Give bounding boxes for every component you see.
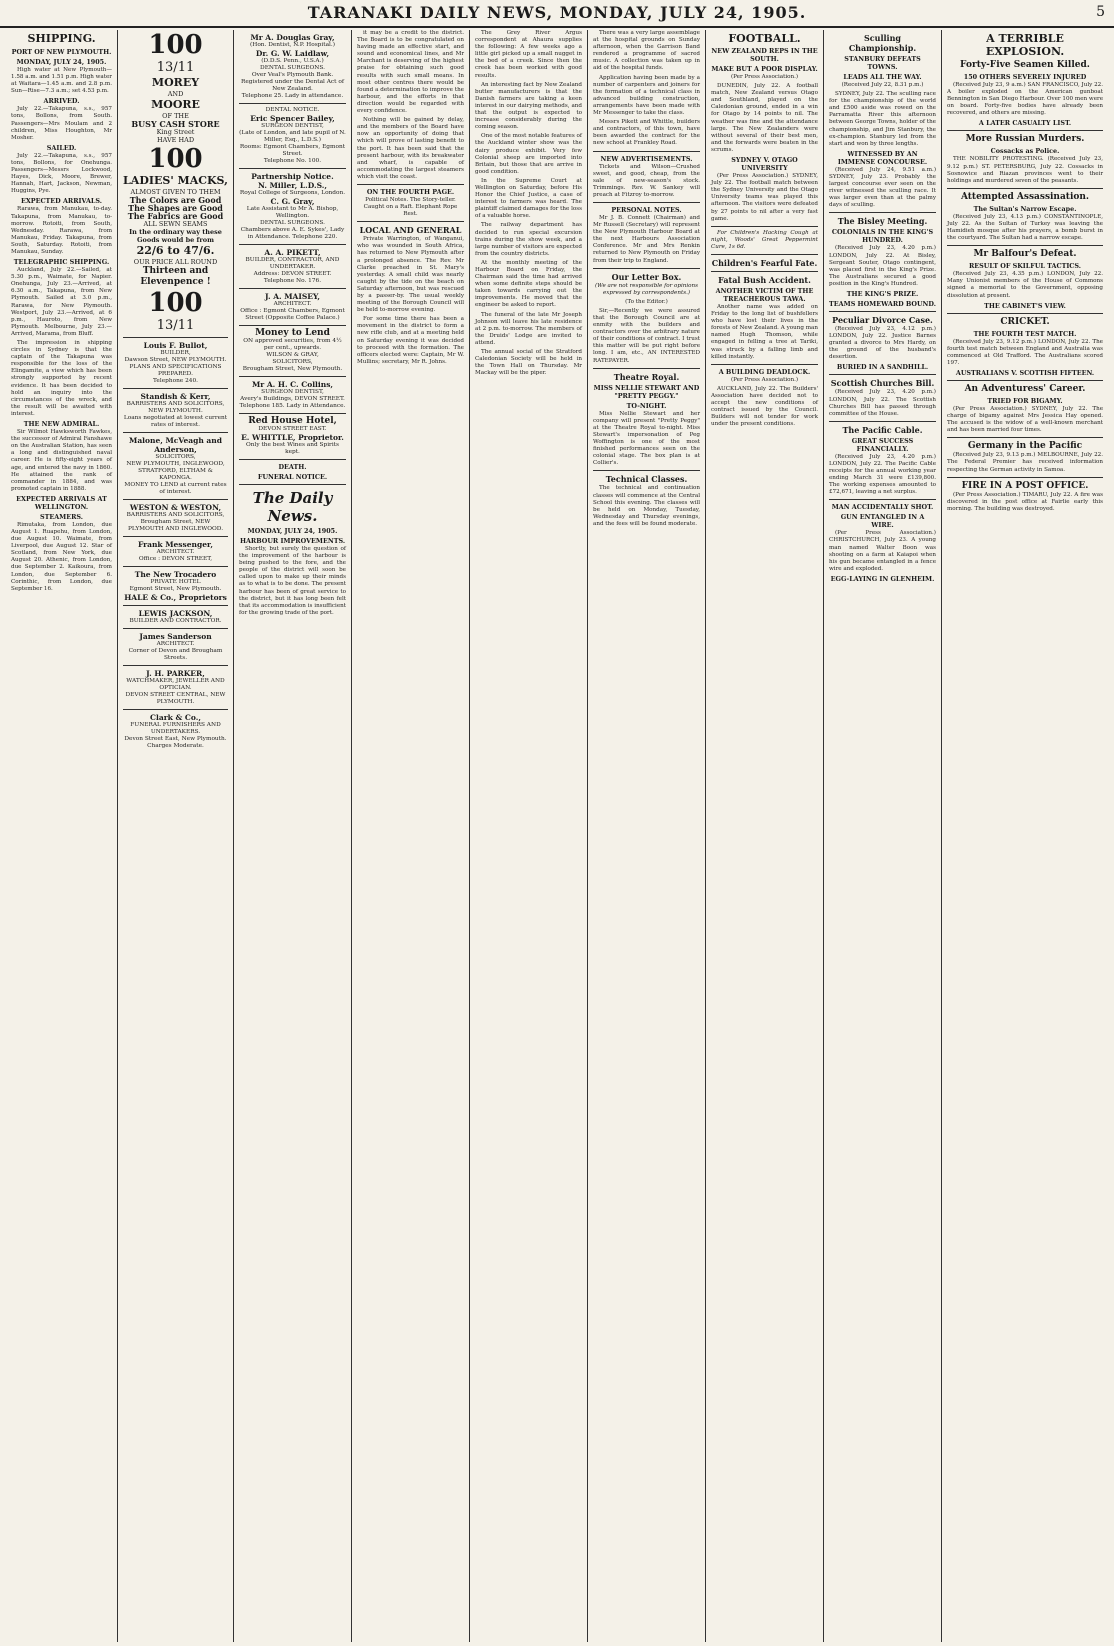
sanderson-address: Corner of Devon and Brougham Streets. (128, 648, 223, 661)
scottish-text: (Received July 23, 4.20 p.m.) LONDON, July 22. The Scottish Churches Bill has passed through committee of the House. (829, 389, 936, 417)
cricket-text: (Received July 23, 9.12 p.m.) LONDON, July 22. The fourth test match between England and Australia was commenced at Old Trafford. The Australians scored 197. (947, 338, 1103, 366)
store-busy: BUSY CASH STORE (131, 119, 220, 129)
sculling-subheading: STANBURY DEFEATS TOWNS. (844, 55, 921, 71)
harbour-text: Shortly, but surely the question of the improvement of the harbour is being pushed to the fore, and the people of the district will soon be called upon to make up their minds as to what is to be done. The present harbour has been of great service to the district, but it has long been felt that its accommodation is insufficient for the growing trade of the port. (239, 546, 346, 616)
steamers-heading: STEAMERS. (39, 512, 84, 521)
balfour-text: (Received July 23, 4.35 p.m.) LONDON, July 22. Many Unionist members of the House of Commons signed a memorial to the Government, opposing dissolution at present. (947, 271, 1103, 299)
column-world-news (942, 30, 1108, 1642)
gray2-qualification: Late Assistant to Mr A. Bishop, Wellington. (246, 206, 339, 219)
tide-table: High water at New Plymouth—1.58 a.m. and 1.51 p.m. High water at Waitara—1.45 a.m. and 2.8 p.m. Sun—Rise—7.3 a.m.; set 4.53 p.m. (11, 67, 112, 95)
explosion-subheading-2: 150 OTHERS SEVERELY INJURED (963, 73, 1087, 81)
scottish-fifteen-heading: AUSTRALIANS V. SCOTTISH FIFTEEN. (955, 368, 1095, 377)
adventuress-heading: An Adventuress' Career. (964, 383, 1086, 394)
fourth-page-heading: ON THE FOURTH PAGE. (366, 187, 455, 196)
football-subheading-2: MAKE BUT A POOR DISPLAY. (711, 65, 818, 73)
whittle-name: E. WHITTLE, Proprietor. (241, 433, 344, 442)
card-collins (239, 380, 346, 410)
trocadero-address: Egmont Street, New Plymouth. (129, 586, 222, 592)
bullot-plans: PLANS AND SPECIFICATIONS PREPARED. (129, 364, 222, 377)
sanderson-name: James Sanderson (139, 632, 212, 641)
store-street: King Street (156, 128, 195, 136)
sydney-otago-heading: SYDNEY V. OTAGO UNIVERSITY (731, 156, 798, 173)
technical-text: The technical and continuation classes will commence at the Central School this evening. The classes will be held on Monday, Tuesday, Wednesday and Thursday evenings, and the fees will be found moderate. (593, 485, 700, 527)
card-gray-laidlaw (239, 33, 346, 100)
bisley-heading: The Bisley Meeting. (837, 216, 928, 227)
theatre-tonight: TO-NIGHT. (626, 401, 667, 410)
bullot-address: Dawson Street, NEW PLYMOUTH. (124, 357, 227, 363)
collins-name: Mr A. H. C. Collins, (251, 380, 334, 389)
shot-heading: MAN ACCIDENTALLY SHOT. (831, 503, 934, 512)
expected-heading: EXPECTED ARRIVALS. (20, 197, 103, 206)
money-trade: SOLICITORS, (272, 359, 313, 365)
port-heading: PORT OF NEW PLYMOUTH. (11, 48, 112, 56)
local-item-6: At the monthly meeting of the Harbour Board on Friday, the Chairman said the time had arrived when some definite steps should be taken towards carrying out the improvements. He moved that the engineer be asked to report. (475, 259, 582, 309)
fatal-accident-text: Another name was added on Friday to the long list of bushfellers who have lost their lives in the forests of New Zealand. A young man named Hugh Thomson, while engaged in felling a tree at Tariki, was struck by a falling limb and killed instantly. (711, 303, 818, 360)
personal-text: Mr J. B. Connett (Chairman) and Mr Russell (Secretary) will represent the New Plymouth Harbour Board at the next Harbours Association Conference. Mr and Mrs Renkin returned to New Plymouth on Friday from their trip to England. (593, 214, 700, 264)
malone-money: MONEY TO LEND at current rates of interest. (124, 482, 227, 495)
kings-prize-heading: THE KING'S PRIZE. (846, 289, 919, 298)
bailey-telephone: Telephone No. 100. (263, 158, 322, 164)
laidlaw-qualification: (D.D.S. Penn., U.S.A.) (261, 58, 324, 64)
murders-heading: More Russian Murders. (965, 134, 1085, 145)
notes-item-2: Application having been made by a number of carpenters and joiners for the formation of a technical class in advanced building construction, arrangements have been made with Mr Messenger to take the class. (593, 74, 700, 117)
sculling-press: (Received July 22, 8.31 p.m.) (841, 82, 924, 88)
weston-address: Brougham Street, NEW PLYMOUTH AND INGLEWOOD. (127, 519, 224, 532)
maisey-trade: ARCHITECT. (273, 301, 312, 307)
colors-line-2: The Shapes are Good (128, 203, 223, 213)
letter-text: Sir,—Recently we were assured that the Borough Council are at enmity with the builders and contractors over the arbitrary nature of their conditions of contract. I trust this matter will be put right before long. I am, etc., AN INTERESTED RATEPAYER. (593, 307, 700, 364)
hale-name: HALE & Co., Proprietors (124, 593, 227, 602)
notes-item-3: Messrs Pikett and Whittle, builders and contractors, of this town, have been awarded the contract for the new school at Frankley Road. (593, 119, 700, 147)
local-text-2: For some time there has been a movement in the district to form a new rifle club, and at a meeting held on Saturday evening it was decided to proceed with the formation. The officers elected were: Captain, Mr W. Mullins; secretary, Mr R. Johns. (357, 316, 464, 365)
our-price: OUR PRICE ALL ROUND (133, 258, 218, 266)
card-weston (123, 503, 228, 533)
clark-charges: Charges Moderate. (147, 743, 204, 749)
column-football (706, 30, 824, 1642)
cricket-heading: CRICKET. (1000, 316, 1050, 327)
pikett-name: A. A. PIKETT, (264, 248, 321, 257)
card-clark (123, 713, 228, 750)
column-local-news (470, 30, 588, 1642)
parker-trade: WATCHMAKER, JEWELLER AND OPTICIAN. (126, 678, 225, 691)
arrived-heading: ARRIVED. (43, 97, 80, 106)
card-pikett (239, 248, 346, 285)
ordinary-price: 22/6 to 47/6. (136, 244, 215, 257)
local-item-5: The railway department has decided to run special excursion trains during the show week, and a large number of visitors are expected from the country districts. (475, 222, 582, 257)
card-bullot (123, 341, 228, 385)
germany-text: (Received July 23, 9.13 p.m.) MELBOURNE, July 22. The Federal Premier has received information respecting the German activity in Samoa. (947, 452, 1103, 473)
notes-item-1: There was a very large assemblage at the hospital grounds on Sunday afternoon, when the Garrison Band rendered a programme of sacred music. A collection was taken up in aid of the hospital funds. (593, 30, 700, 72)
collins-telephone: Telephone 185. Lady in Attendance. (239, 403, 346, 409)
card-partnership (239, 172, 346, 241)
fire-text: (Per Press Association.) TIMARU, July 22. A fire was discovered in the post office at Fairlie early this morning. The building was destroyed. (947, 491, 1103, 512)
bailey-trade: SURGEON DENTIST, (261, 123, 324, 129)
egg-laying-heading: EGG-LAYING IN GLENHEIM. (830, 574, 935, 583)
cricket-subheading: THE FOURTH TEST MATCH. (973, 329, 1077, 338)
explosion-heading: A TERRIBLE EXPLOSION. (985, 32, 1065, 58)
maisey-name: J. A. MAISEY, (265, 292, 320, 301)
weston-name: WESTON & WESTON, (129, 503, 222, 512)
laidlaw-registration: Over Veal's Plymouth Bank. Registered under the Dental Act of New Zealand. (241, 72, 344, 92)
clark-trade: FUNERAL FURNISHERS AND UNDERTAKERS. (130, 722, 221, 735)
deadlock-press: (Per Press Association.) (730, 376, 799, 383)
football-heading: FOOTBALL. (728, 32, 801, 45)
football-subheading: NEW ZEALAND REPS IN THE SOUTH. (711, 47, 818, 63)
card-standish (123, 392, 228, 429)
parker-name: J. H. PARKER, (146, 669, 205, 678)
shot-text: (Per Press Association.) CHRISTCHURCH, July 23. A young man named Walter Boon was shooting on a farm at Kaiapoi when his gun became entangled in a fence wire and exploded. (829, 530, 936, 572)
explosion-text: (Received July 23, 9 a.m.) SAN FRANCISCO, July 22. A boiler exploded on the American gunboat Bennington in San Diego Harbour. Over 100 men were on board. Forty-five bodies have already been recovered, and others are missing. (947, 82, 1103, 117)
sanderson-trade: ARCHITECT. (156, 641, 195, 647)
adventuress-subheading: TRIED FOR BIGAMY. (987, 396, 1063, 405)
explosion-subheading: Forty-Five Seamen Killed. (960, 60, 1090, 70)
trocadero-name: The New Trocadero (134, 570, 217, 579)
money-heading: Money to Lend (255, 328, 330, 338)
sculling-heading: Sculling Championship. (848, 33, 917, 53)
pikett-trade: BUILDER, CONTRACTOR, AND UNDERTAKER. (245, 257, 340, 270)
assassination-subheading: The Sultan's Narrow Escape. (973, 204, 1077, 213)
ordinary-line: In the ordinary way these Goods would be from (129, 228, 222, 244)
germany-heading: Germany in the Pacific (967, 441, 1083, 452)
teams-heading: TEAMS HOMEWARD BOUND. (829, 299, 936, 308)
letter-to: (To the Editor.) (625, 298, 668, 305)
miller-qualification: Royal College of Surgeons, London. (239, 190, 346, 196)
murders-subheading: Cossacks as Police. (990, 147, 1060, 156)
ad-number-1: 100 (148, 30, 203, 60)
laidlaw-telephone: Telephone 25. Lady in attendance. (241, 93, 344, 99)
column-professional-cards (234, 30, 352, 1642)
malone-name: Malone, McVeagh and Anderson, (129, 436, 222, 454)
theatre-text: Miss Nellie Stewart and her company will present "Pretty Peggy" at the Theatre Royal to-night. Miss Stewart's impersonation of Peg Woffington is one of the most finished performances seen on the colonial stage. The box plan is at Collier's. (593, 410, 700, 467)
store-of-the: OF THE (162, 112, 189, 120)
whittle-text: Only the best Wines and Spirits kept. (246, 442, 339, 455)
divorce-heading: Peculiar Divorce Case. (832, 314, 933, 325)
children-fate-heading: Children's Fearful Fate. (711, 257, 818, 268)
deadlock-heading: A BUILDING DEADLOCK. (718, 367, 811, 376)
card-lewis-jackson (123, 609, 228, 625)
lewis-name: LEWIS JACKSON, (138, 609, 213, 618)
colors-line-1: The Colors are Good (129, 195, 222, 205)
witnessed-heading: WITNESSED BY AN IMMENSE CONCOURSE. (837, 149, 928, 166)
witnessed-text: (Received July 24, 9.51 a.m.) SYDNEY, July 23. Probably the largest concourse ever seen on the river witnessed the sculling race. It was larger even than at the palmy days of sculling. (829, 166, 936, 209)
ad-number-2: 100 (148, 144, 203, 174)
miller-name: N. Miller, L.D.S., (258, 181, 327, 190)
store-and: AND (167, 90, 184, 98)
sculling-subheading-2: LEADS ALL THE WAY. (843, 73, 922, 81)
technical-heading: Technical Classes. (605, 474, 688, 485)
newspaper-columns (6, 30, 1108, 1642)
gray-name: Mr A. Douglas Gray, (250, 33, 335, 42)
local-item-8: The annual social of the Stratford Caledonian Society will be held in the Town Hall on Thursday. Mr Mackay will be the piper. (475, 349, 582, 377)
local-item-4: In the Supreme Court at Wellington on Saturday, before His Honor the Chief Justice, a case of interest to farmers was heard. The plaintiff claimed damages for the loss of a valuable horse. (475, 177, 582, 220)
page-number: 5 (1096, 4, 1106, 20)
money-firm: WILSON & GRAY, (266, 352, 319, 358)
personal-heading: PERSONAL NOTES. (611, 205, 682, 214)
trocadero-type: PRIVATE HOTEL (150, 579, 201, 585)
assassination-text: (Received July 23, 4.13 p.m.) CONSTANTINOPLE, July 22. As the Sultan of Turkey was leaving the Hamidieh mosque after his prayers, a bomb burst in the courtyard. The Sultan had a narrow escape. (947, 213, 1103, 242)
ad-item-ladies-macks: LADIES' MACKS, (123, 174, 228, 187)
pacific-cable-heading: The Pacific Cable. (842, 424, 923, 435)
card-money-to-lend (239, 329, 346, 373)
messenger-name: Frank Messenger, (137, 540, 214, 549)
new-ads-heading: NEW ADVERTISEMENTS. (600, 154, 693, 163)
standish-trade: BARRISTERS AND SOLICITORS, (126, 401, 225, 407)
ad-number-3: 100 (148, 288, 203, 318)
expected-text: Rarawa, from Manukau, to-day. Takapuna, from Manukau, to-morrow. Rotoiti, from South, Wednesday. Rarawa, from Manukau, Friday. Takapuna, from South, Saturday. Rotoiti, from Manukau, Sunday. (11, 206, 112, 255)
bisley-subheading: COLONIALS IN THE KING'S HUNDRED. (831, 228, 934, 245)
card-red-house-hotel (239, 417, 346, 456)
shot-subheading: GUN ENTANGLED IN A WIRE. (840, 513, 925, 530)
harbour-heading: HARBOUR IMPROVEMENTS. (239, 537, 346, 545)
store-name-2: MOORE (151, 98, 200, 111)
gray-qualification: (Hon. Dentist, N.P. Hospital.) (250, 42, 335, 48)
standish-name: Standish & Kerr, (140, 392, 211, 401)
new-ads-text: Tickets and Wilson—Crushed sweet, and good, cheap, from the sale of new-season's stock. Trimmings. Rev. W. Sankey will preach at Fitzroy to-morrow. (593, 163, 700, 198)
card-sanderson (123, 632, 228, 662)
column-notes-theatre (588, 30, 706, 1642)
death-heading: DEATH. (278, 463, 307, 471)
collins-trade: SURGEON DENTIST, (261, 389, 324, 395)
weston-trade: BARRISTERS AND SOLICITORS, (126, 512, 225, 518)
sailed-text: July 22.—Takapuna, s.s., 957 tons, Bollons, for Onehunga. Passengers—Messrs Lockwood, Hayes, Dick, Moore, Brewer, Hannah, Hart, Jackson, Newman, Huggins, Pye. (11, 152, 112, 195)
messenger-office: Office : DEVON STREET, (138, 556, 213, 562)
thirteen-line: Thirteen and Elevenpence ! (140, 266, 211, 287)
bailey-qualification: (Late of London, and late pupil of N. Miller, Esq., L.D.S.) (239, 130, 346, 143)
messenger-trade: ARCHITECT. (156, 549, 195, 555)
murders-text: THE NOBILITY PROTESTING. (Received July 23, 9.12 p.m.) ST. PETERSBURG, July 22. Cossacks in Sosnowice and Riazan provinces went to their holdings and murdered seven of the peasants. (947, 156, 1103, 184)
redhouse-name: Red House Hotel, (248, 416, 337, 426)
money-address: Brougham Street, New Plymouth. (242, 366, 343, 372)
gray2-name: C. G. Gray, (270, 197, 315, 206)
bullot-telephone: Telephone 240. (153, 378, 198, 384)
maisey-office: Office : Egmont Chambers, Egmont Street (Opposite Coffee Palace.) (240, 308, 345, 321)
letter-note: (We are not responsible for opinions expressed by correspondents.) (594, 282, 699, 296)
local-general-heading: LOCAL AND GENERAL (359, 225, 462, 236)
lewis-trade: BUILDER AND CONTRACTOR. (129, 618, 222, 624)
cough-cure-ad: For Children's Hacking Cough at night, Woods' Great Peppermint Cure, 1s 6d. (711, 229, 818, 250)
masthead (0, 0, 1114, 28)
assassination-heading: Attempted Assassination. (960, 191, 1090, 202)
card-trocadero (123, 570, 228, 602)
balfour-subheading: RESULT OF SKILFUL TACTICS. (968, 262, 1082, 271)
bullot-name: Louis F. Bullot, (143, 341, 208, 350)
bailey-rooms: Rooms: Egmont Chambers, Egmont Street. (239, 144, 346, 157)
bailey-name: Eric Spencer Bailey, (250, 114, 335, 123)
editorial-text-2: Nothing will be gained by delay, and the members of the Board have now an opportunity of doing that which will prove of lasting benefit to the port. It has been said that the present harbour, with its breakwater and wharf, is capable of accommodating the largest steamers which visit the coast. (357, 117, 464, 180)
fourth-page-list: Political Notes. The Story-teller. Caught on a Raft. Elephant Rope Rest. (363, 196, 458, 218)
card-messenger (123, 540, 228, 563)
pacific-cable-text: (Received July 23, 4.20 p.m.) LONDON, July 22. The Pacific Cable receipts for the annual working year ending March 31 were £139,800. The working expenses amounted to £72,671, leaving a net surplus. (829, 453, 936, 496)
shipping-date: MONDAY, JULY 24, 1905. (16, 58, 107, 66)
funeral-heading: FUNERAL NOTICE. (257, 473, 328, 481)
card-bailey (239, 107, 346, 165)
sculling-text: SYDNEY, July 22. The sculling race for the championship of the world and £500 aside was rowed on the Parramatta River this afternoon between George Towns, holder of the championship, and Jim Stanbury, the ex-champion. Stanbury led from the start and won by three lengths. (829, 91, 936, 147)
dental-notice: DENTAL NOTICE. (265, 107, 320, 113)
telegraphic-heading: TELEGRAPHIC SHIPPING. (13, 258, 110, 267)
collins-address: Avery's Buildings, DEVON STREET. (240, 396, 345, 402)
cabinet-heading: THE CABINET'S VIEW. (984, 301, 1066, 310)
redhouse-address: DEVON STREET EAST. (258, 426, 327, 432)
theatre-heading: Theatre Royal. (613, 371, 680, 382)
balfour-heading: Mr Balfour's Defeat. (973, 249, 1077, 260)
clark-name: Clark & Co., (150, 713, 201, 722)
football-press: (Per Press Association.) (730, 74, 799, 80)
standish-address: NEW PLYMOUTH. (148, 408, 203, 414)
card-parker (123, 669, 228, 706)
standish-loans: Loans negotiated at lowest current rates of interest. (123, 415, 228, 428)
divorce-text: (Received July 23, 4.12 p.m.) LONDON, July 22. Justice Barnes granted a divorce to Mrs Hardy, on the ground of the husband's desertion. (829, 325, 936, 361)
seams-line: ALL SEWN SEAMS (143, 220, 208, 228)
pacific-cable-subheading: GREAT SUCCESS FINANCIALLY. (851, 436, 914, 453)
pikett-address: Address: DEVON STREET. Telephone No. 176. (253, 271, 332, 284)
daily-news-title: The Daily News. (252, 489, 333, 525)
masthead-title: TARANAKI DAILY NEWS, MONDAY, JULY 24, 1905. (307, 3, 807, 22)
local-item-7: The funeral of the late Mr Joseph Johnson will leave his late residence at 2 p.m. to-morrow. The members of the Druids' Lodge are invited to attend. (475, 311, 582, 346)
malone-address: NEW PLYMOUTH, INGLEWOOD, STRATFORD, ELTHAM & KAPONGA. (126, 461, 225, 481)
sailed-heading: SAILED. (46, 143, 77, 152)
chambers-line: Chambers above A. E. Sykes', Lady in Attendance. Telephone 220. (240, 227, 345, 240)
fire-heading: FIRE IN A POST OFFICE. (961, 480, 1089, 491)
sydney-otago-text: (Per Press Association.) SYDNEY, July 22. The football match between the Sydney University and the Otago University teams was played this afternoon. The visitors were defeated by 27 points to nil after a very fast game. (711, 173, 818, 222)
money-text: ON approved securities, from 4½ per cent., upwards. (243, 338, 342, 351)
local-item-2: An interesting fact by New Zealand butter manufacturers is that the Danish farmers are taking a keen interest in our dairying methods, and that the output is expected to increase considerably during the coming season. (475, 81, 582, 131)
scottish-heading: Scottish Churches Bill. (830, 378, 935, 389)
dental-surgeons: DENTAL SURGEONS. (260, 220, 325, 226)
fatal-accident-heading: Fatal Bush Accident. (718, 274, 811, 285)
column-editorial (352, 30, 470, 1642)
letter-box-heading: Our Letter Box. (611, 271, 682, 282)
clark-address: Devon Street East, New Plymouth. (124, 736, 227, 742)
shipping-heading: SHIPPING. (27, 32, 96, 45)
local-item-3: One of the most notable features of the Auckland winter show was the dairy produce exhibit. Very few Colonial sheep are imported into Britain, but those that are arrive in good condition. (475, 133, 582, 175)
column-cables (824, 30, 942, 1642)
store-name-1: MOREY (151, 76, 200, 89)
admiral-heading: THE NEW ADMIRAL. (23, 420, 100, 429)
local-text-1: Private Warrington, of Wanganui, who was wounded in South Africa, has returned to New Plymouth after a prolonged absence. The Rev. Mr Clarke preached in St. Mary's yesterday. A small child was nearly caught by the tide on the beach on Saturday afternoon, but was rescued by a passer-by. The usual weekly meeting of the Borough Council will be held to-morrow evening. (357, 236, 464, 314)
column-shipping (6, 30, 118, 1642)
buried-heading: BURIED IN A SANDHILL. (836, 363, 929, 372)
steamers-text: Rimutaka, from London, due August 1. Ruapehu, from London, due August 10. Waimate, from Liverpool, due August 12. Star of Scotland, from New York, due August 20. Athenic, from London, due September 2. Kaikoura, from London, due September 6. Corinthic, from London, due September 16. (11, 521, 112, 592)
column-ads-1 (118, 30, 234, 1642)
ad-price-3: 13/11 (156, 318, 195, 333)
explosion-later-heading: A LATER CASUALTY LIST. (978, 119, 1072, 128)
colors-line-3: The Fabrics are Good (127, 211, 224, 221)
laidlaw-trade: DENTAL SURGEONS. (260, 65, 325, 71)
card-malone (123, 436, 228, 496)
football-text: DUNEDIN, July 22. A football match, New Zealand versus Otago and Southland, played on the Caledonian ground, ended in a win for Otago by 14 points to nil. The weather was fine and the attendance large. The New Zealanders were without several of their best men, and the forwards were beaten in the scrums. (711, 83, 818, 153)
deadlock-text: AUCKLAND, July 22. The Builders' Association have decided not to accept the new conditions of contract issued by the Council. Builders will not tender for work under the present conditions. (711, 385, 818, 428)
daily-news-date: MONDAY, JULY 24, 1905. (247, 527, 338, 535)
laidlaw-name: Dr. G. W. Laidlaw, (255, 49, 330, 58)
card-maisey (239, 292, 346, 322)
shipping-paragraph: The impression in shipping circles in Sydney is that the captain of the Takapuna was responsible for the loss of the Elingamite, a view which has been strongly supported by recent evidence. It has been decided to hold an inquiry into the circumstances of the wreck, and the result will be awaited with interest. (11, 340, 112, 417)
parker-address: DEVON STREET CENTRAL, NEW PLYMOUTH. (125, 692, 226, 705)
editorial-text-1: it may be a credit to the district. The Board is to be congratulated on having made an effective start, and sound and economical lines, and Mr Marchant is deserving of the highest praise for obtaining such good results with such small means. In most other centres there would be found a determination to improve the harbour, and the efforts in that direction would be regarded with every confidence. (357, 30, 464, 115)
arrived-text: July 22.—Takapuna, s.s., 957 tons, Bollons, from South. Passengers—Mrs Moulam and 2 children, Miss Houghton, Mr Mosher. (11, 106, 112, 141)
telegraphic-text: Auckland, July 22.—Sailed, at 5.30 p.m., Waimate, for Napier. Onehunga, July 23.—Arrived, at 6.30 a.m., Takapuna, from New Plymouth. Sailed at 3.0 p.m., Rarawa, for New Plymouth. Westport, July 23.—Arrived, at 6 p.m., Hauroto, from New Plymouth. Melbourne, July 23.—Arrived, Marama, from Bluff. (11, 267, 112, 337)
ad-given: ALMOST GIVEN TO THEM (130, 188, 221, 196)
admiral-text: Sir Wilmot Hawksworth Fawkes, the successor of Admiral Fanshawe on the Australian Station, has seen a long and distinguished naval career. He is fifty-eight years of age, and entered the navy in 1860. He attained the rank of commander in 1884, and was promoted captain in 1888. (11, 429, 112, 492)
local-item-1: The Grey River Argus correspondent at Ahaura supplies the following: A few weeks ago a little girl picked up a small nugget in the bed of a creek. Since then the creek has been worked with good results. (475, 30, 582, 79)
theatre-subheading: MISS NELLIE STEWART AND "PRETTY PEGGY." (593, 383, 700, 400)
ad-price-1: 13/11 (156, 60, 195, 75)
bisley-text: (Received July 23, 4.20 p.m.) LONDON, July 22. At Bisley, Sergeant Souter, Otago contingent, was placed first in the King's Prize. The Australians secured a good position in the King's Hundred. (829, 245, 936, 287)
fatal-accident-subheading: ANOTHER VICTIM OF THE TREACHEROUS TAWA. (715, 286, 814, 303)
malone-trade: SOLICITORS, (155, 454, 196, 460)
adventuress-text: (Per Press Association.) SYDNEY, July 22. The charge of bigamy against Mrs Jessica Hay opened. The accused is the widow of a well-known merchant and has been married four times. (947, 405, 1103, 434)
partnership-heading: Partnership Notice. (251, 172, 334, 181)
bullot-trade: BUILDER, (160, 350, 191, 356)
expected-wellington-heading: EXPECTED ARRIVALS AT WELLINGTON. (16, 494, 107, 511)
store-have-had: HAVE HAD (156, 136, 195, 144)
